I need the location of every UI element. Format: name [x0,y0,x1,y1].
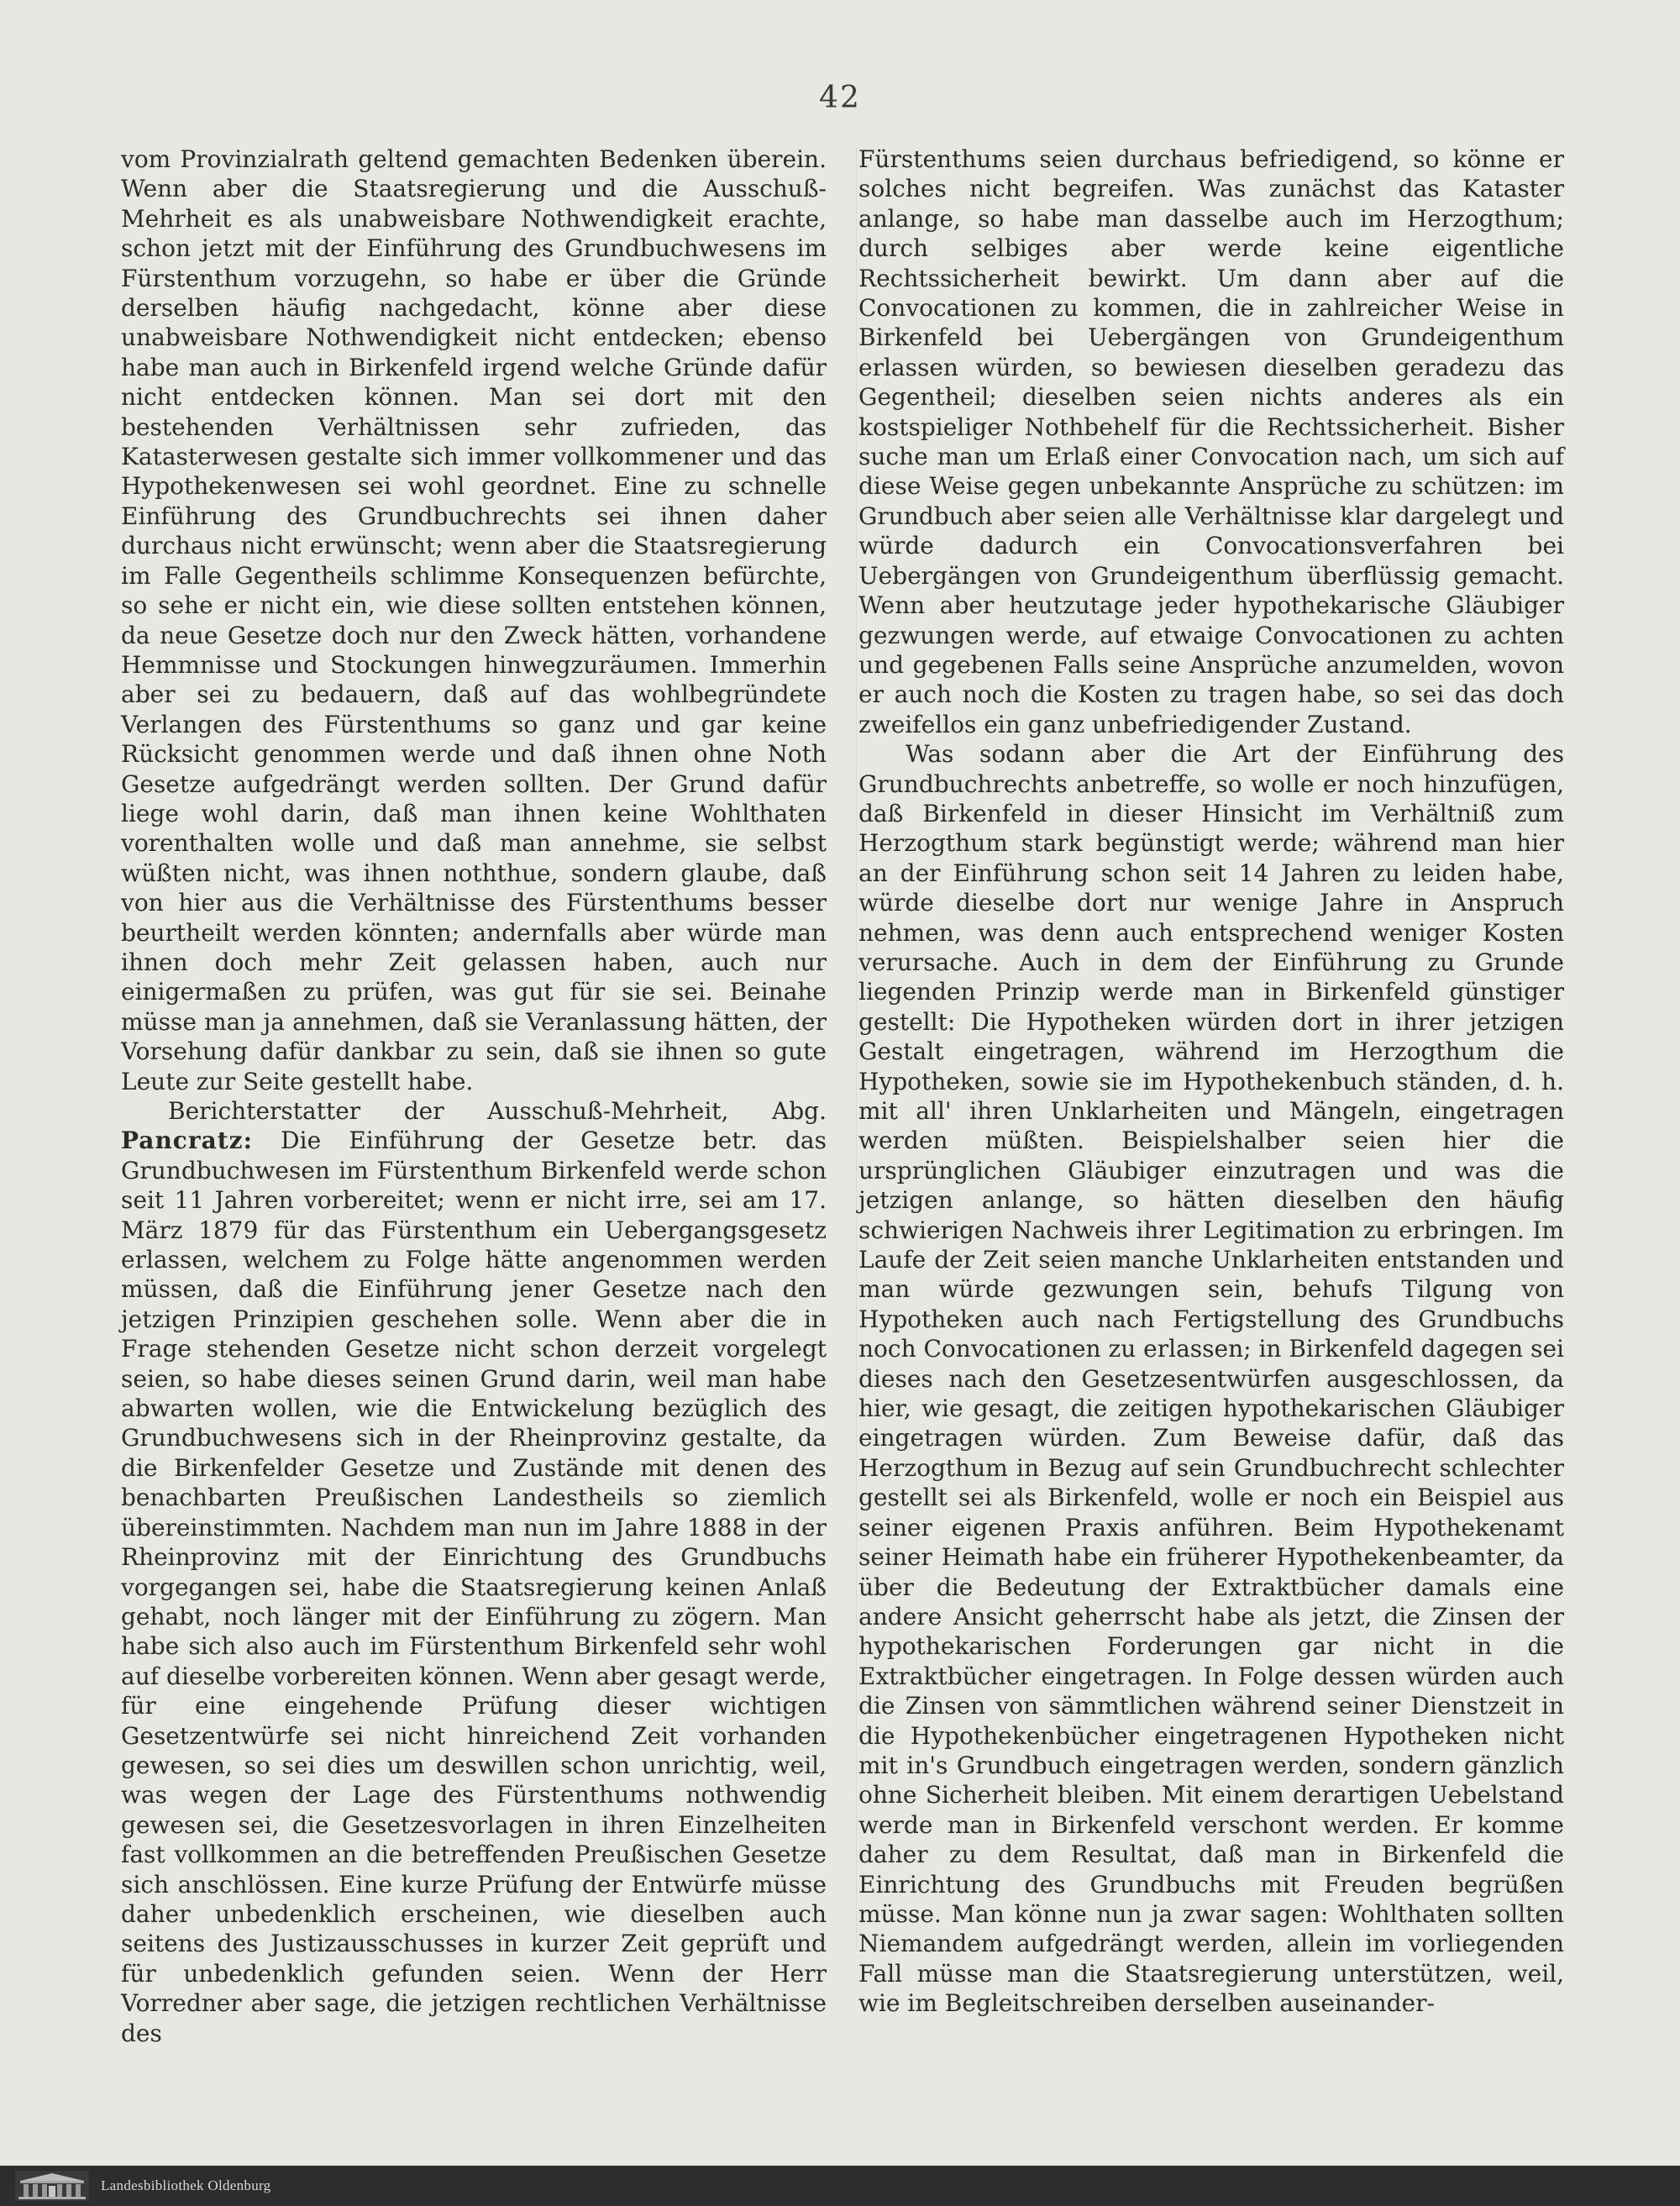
right-paragraph-2: Was sodann aber die Art der Einführung des Grundbuchrechts anbetreffe, so wolle er noch hinzufügen, daß Birkenfeld in dieser Hinsicht im Verhältniß zum Herzogthum stark begünstigt werde; während man hier an der Einführung schon seit 14 Jahren zu leiden habe, würde dieselbe dort nur wenige Jahre in Anspruch nehmen, was denn auch entsprechend weniger Kosten verursache. Auch in dem der Einführung zu Grunde liegenden Prinzip werde man in Birkenfeld günstiger gestellt: Die Hypotheken würden dort in ihrer jetzigen Gestalt eingetragen, während im Herzogthum die Hypotheken, sowie sie im Hypothekenbuch ständen, d. h. mit all' ihren Unklarheiten und Mängeln, eingetragen werden müßten. Beispielshalber seien hier die ursprünglichen Gläubiger einzutragen und was die jetzigen anlange, so hätten dieselben den häufig schwierigen Nachweis ihrer Legitimation zu erbringen. Im Laufe der Zeit seien manche Unklarheiten entstanden und man würde gezwungen sein, behufs Tilgung von Hypotheken auch nach Fertigstellung des Grundbuchs noch Convocationen zu erlassen; in Birkenfeld dagegen sei dieses nach den Gesetzesentwürfen ausgeschlossen, da hier, wie gesagt, die zeitigen hypothekarischen Gläubiger eingetragen würden. Zum Beweise dafür, daß das Herzogthum in Bezug auf sein Grundbuchrecht schlechter gestellt sei als Birkenfeld, wolle er noch ein Beispiel aus seiner eigenen Praxis anführen. Beim Hypothekenamt seiner Heimath habe ein früherer Hypothekenbeamter, da über die Bedeutung der Extraktbücher damals eine andere Ansicht geherrscht habe als jetzt, die Zinsen der hypothekarischen Forderungen gar nicht in die Extraktbücher eingetragen. In Folge dessen würden auch die Zinsen von sämmtlichen während seiner Dienstzeit in die Hypothekenbücher eingetragenen Hypotheken nicht mit in's Grundbuch eingetragen werden, sondern gänzlich ohne Sicherheit bleiben. Mit einem derartigen Uebelstand werde man in Birkenfeld verschont werden. Er komme daher zu dem Resultat, daß man in Birkenfeld die Einrichtung des Grundbuchs mit Freuden begrüßen müsse. Man könne nun ja zwar sagen: Wohlthaten sollten Niemandem aufgedrängt werden, allein im vorliegenden Fall müsse man die Staatsregierung unterstützen, weil, wie im Begleitschreiben derselben auseinander- [858,740,1564,2018]
footer-bar [0,2166,1680,2206]
text-columns [121,144,1564,2047]
rapporteur-speech: Die Einführung der Gesetze betr. das Grundbuchwesen im Fürstenthum Birkenfeld werde schon seit 11 Jahren vorbereitet; wenn er nicht irre, sei am 17. März 1879 für das Fürstenthum ein Uebergangsgesetz erlassen, welchem zu Folge hätte angenommen werden müssen, daß die Einführung jener Gesetze nach den jetzigen Prinzipien geschehen solle. Wenn aber die in Frage stehenden Gesetze nicht schon derzeit vorgelegt seien, so habe dieses seinen Grund darin, weil man habe abwarten wollen, wie die Entwickelung bezüglich des Grundbuchwesens sich in der Rheinprovinz gestalte, da die Birkenfelder Gesetze und Zustände mit denen des benachbarten Preußischen Landestheils so ziemlich übereinstimmten. Nachdem man nun im Jahre 1888 in der Rheinprovinz mit der Einrichtung des Grundbuchs vorgegangen sei, habe die Staatsregierung keinen Anlaß gehabt, noch länger mit der Einführung zu zögern. Man habe sich also auch im Fürstenthum Birkenfeld sehr wohl auf dieselbe vorbereiten können. Wenn aber gesagt werde, für eine eingehende Prüfung dieser wichtigen Gesetzentwürfe sei nicht hinreichend Zeit vorhanden gewesen, so sei dies um deswillen schon unrichtig, weil, was wegen der Lage des Fürstenthums nothwendig gewesen sei, die Gesetzesvorlagen in ihren Einzelheiten fast vollkommen an die betreffenden Preußischen Gesetze sich anschlössen. Eine kurze Prüfung der Entwürfe müsse daher unbedenklich erscheinen, wie dieselben auch seitens des Justizausschusses in kurzer Zeit geprüft und für unbedenklich gefunden seien. Wenn der Herr Vorredner aber sage, die jetzigen rechtlichen Verhältnisse des [121,1127,827,2047]
right-column [858,144,1564,2018]
column-gutter [856,148,857,1951]
left-paragraph-1: vom Provinzialrath geltend gemachten Bedenken überein. Wenn aber die Staatsregierung und die Ausschuß-Mehrheit es als unabweisbare Nothwendigkeit erachte, schon jetzt mit der Einführung des Grundbuchwesens im Fürstenthum vorzugehn, so habe er über die Gründe derselben häufig nachgedacht, könne aber diese unabweisbare Nothwendigkeit nicht entdecken; ebenso habe man auch in Birkenfeld irgend welche Gründe dafür nicht entdecken können. Man sei dort mit den bestehenden Verhältnissen sehr zufrieden, das Katasterwesen gestalte sich immer vollkommener und das Hypothekenwesen sei wohl geordnet. Eine zu schnelle Einführung des Grundbuchrechts sei ihnen daher durchaus nicht erwünscht; wenn aber die Staatsregierung im Falle Gegentheils schlimme Konsequenzen befürchte, so sehe er nicht ein, wie diese sollten entstehen können, da neue Gesetze doch nur den Zweck hätten, vorhandene Hemmnisse und Stockungen hinwegzuräumen. Immerhin aber sei zu bedauern, daß auf das wohlbegründete Verlangen des Fürstenthums so ganz und gar keine Rücksicht genommen werde und daß ihnen ohne Noth Gesetze aufgedrängt werden sollten. Der Grund dafür liege wohl darin, daß man ihnen keine Wohlthaten vorenthalten wolle und daß man annehme, sie selbst wüßten nicht, was ihnen noththue, sondern glaube, daß von hier aus die Verhältnisse des Fürstenthums besser beurtheilt werden könnten; andernfalls aber würde man ihnen doch mehr Zeit gelassen haben, auch nur einigermaßen zu prüfen, was gut für sie sei. Beinahe müsse man ja annehmen, daß sie Veranlassung hätten, der Vorsehung dafür dankbar zu sein, daß sie ihnen so gute Leute zur Seite gestellt habe. [121,145,827,1095]
left-column [121,144,827,2047]
left-paragraph-2 [121,1096,827,2048]
speaker-name: Pancratz: [121,1127,253,1155]
library-building-icon [15,2171,89,2201]
right-paragraph-1: Fürstenthums seien durchaus befriedigend, so könne er solches nicht begreifen. Was zunächst das Kataster anlange, so habe man dasselbe auch im Herzogthum; durch selbiges aber werde keine eigentliche Rechtssicherheit bewirkt. Um dann aber auf die Convocationen zu kommen, die in zahlreicher Weise in Birkenfeld bei Uebergängen von Grundeigenthum erlassen würden, so bewiesen dieselben geradezu das Gegentheil; dieselben seien nichts anderes als ein kostspieliger Nothbehelf für die Rechtssicherheit. Bisher suche man um Erlaß einer Convocation nach, um sich auf diese Weise gegen unbekannte Ansprüche zu schützen: im Grundbuch aber seien alle Verhältnisse klar dargelegt und würde dadurch ein Convocationsverfahren bei Uebergängen von Grundeigenthum überflüssig gemacht. Wenn aber heutzutage jeder hypothekarische Gläubiger gezwungen werde, auf etwaige Convocationen zu achten und gegebenen Falls seine Ansprüche anzumelden, wovon er auch noch die Kosten zu tragen habe, so sei das doch zweifellos ein ganz unbefriedigender Zustand. [858,145,1564,738]
page-number: 42 [819,81,861,115]
library-name: Landesbibliothek Oldenburg [101,2177,271,2193]
rapporteur-intro: Berichterstatter der Ausschuß-Mehrheit, Abg. [168,1097,827,1125]
